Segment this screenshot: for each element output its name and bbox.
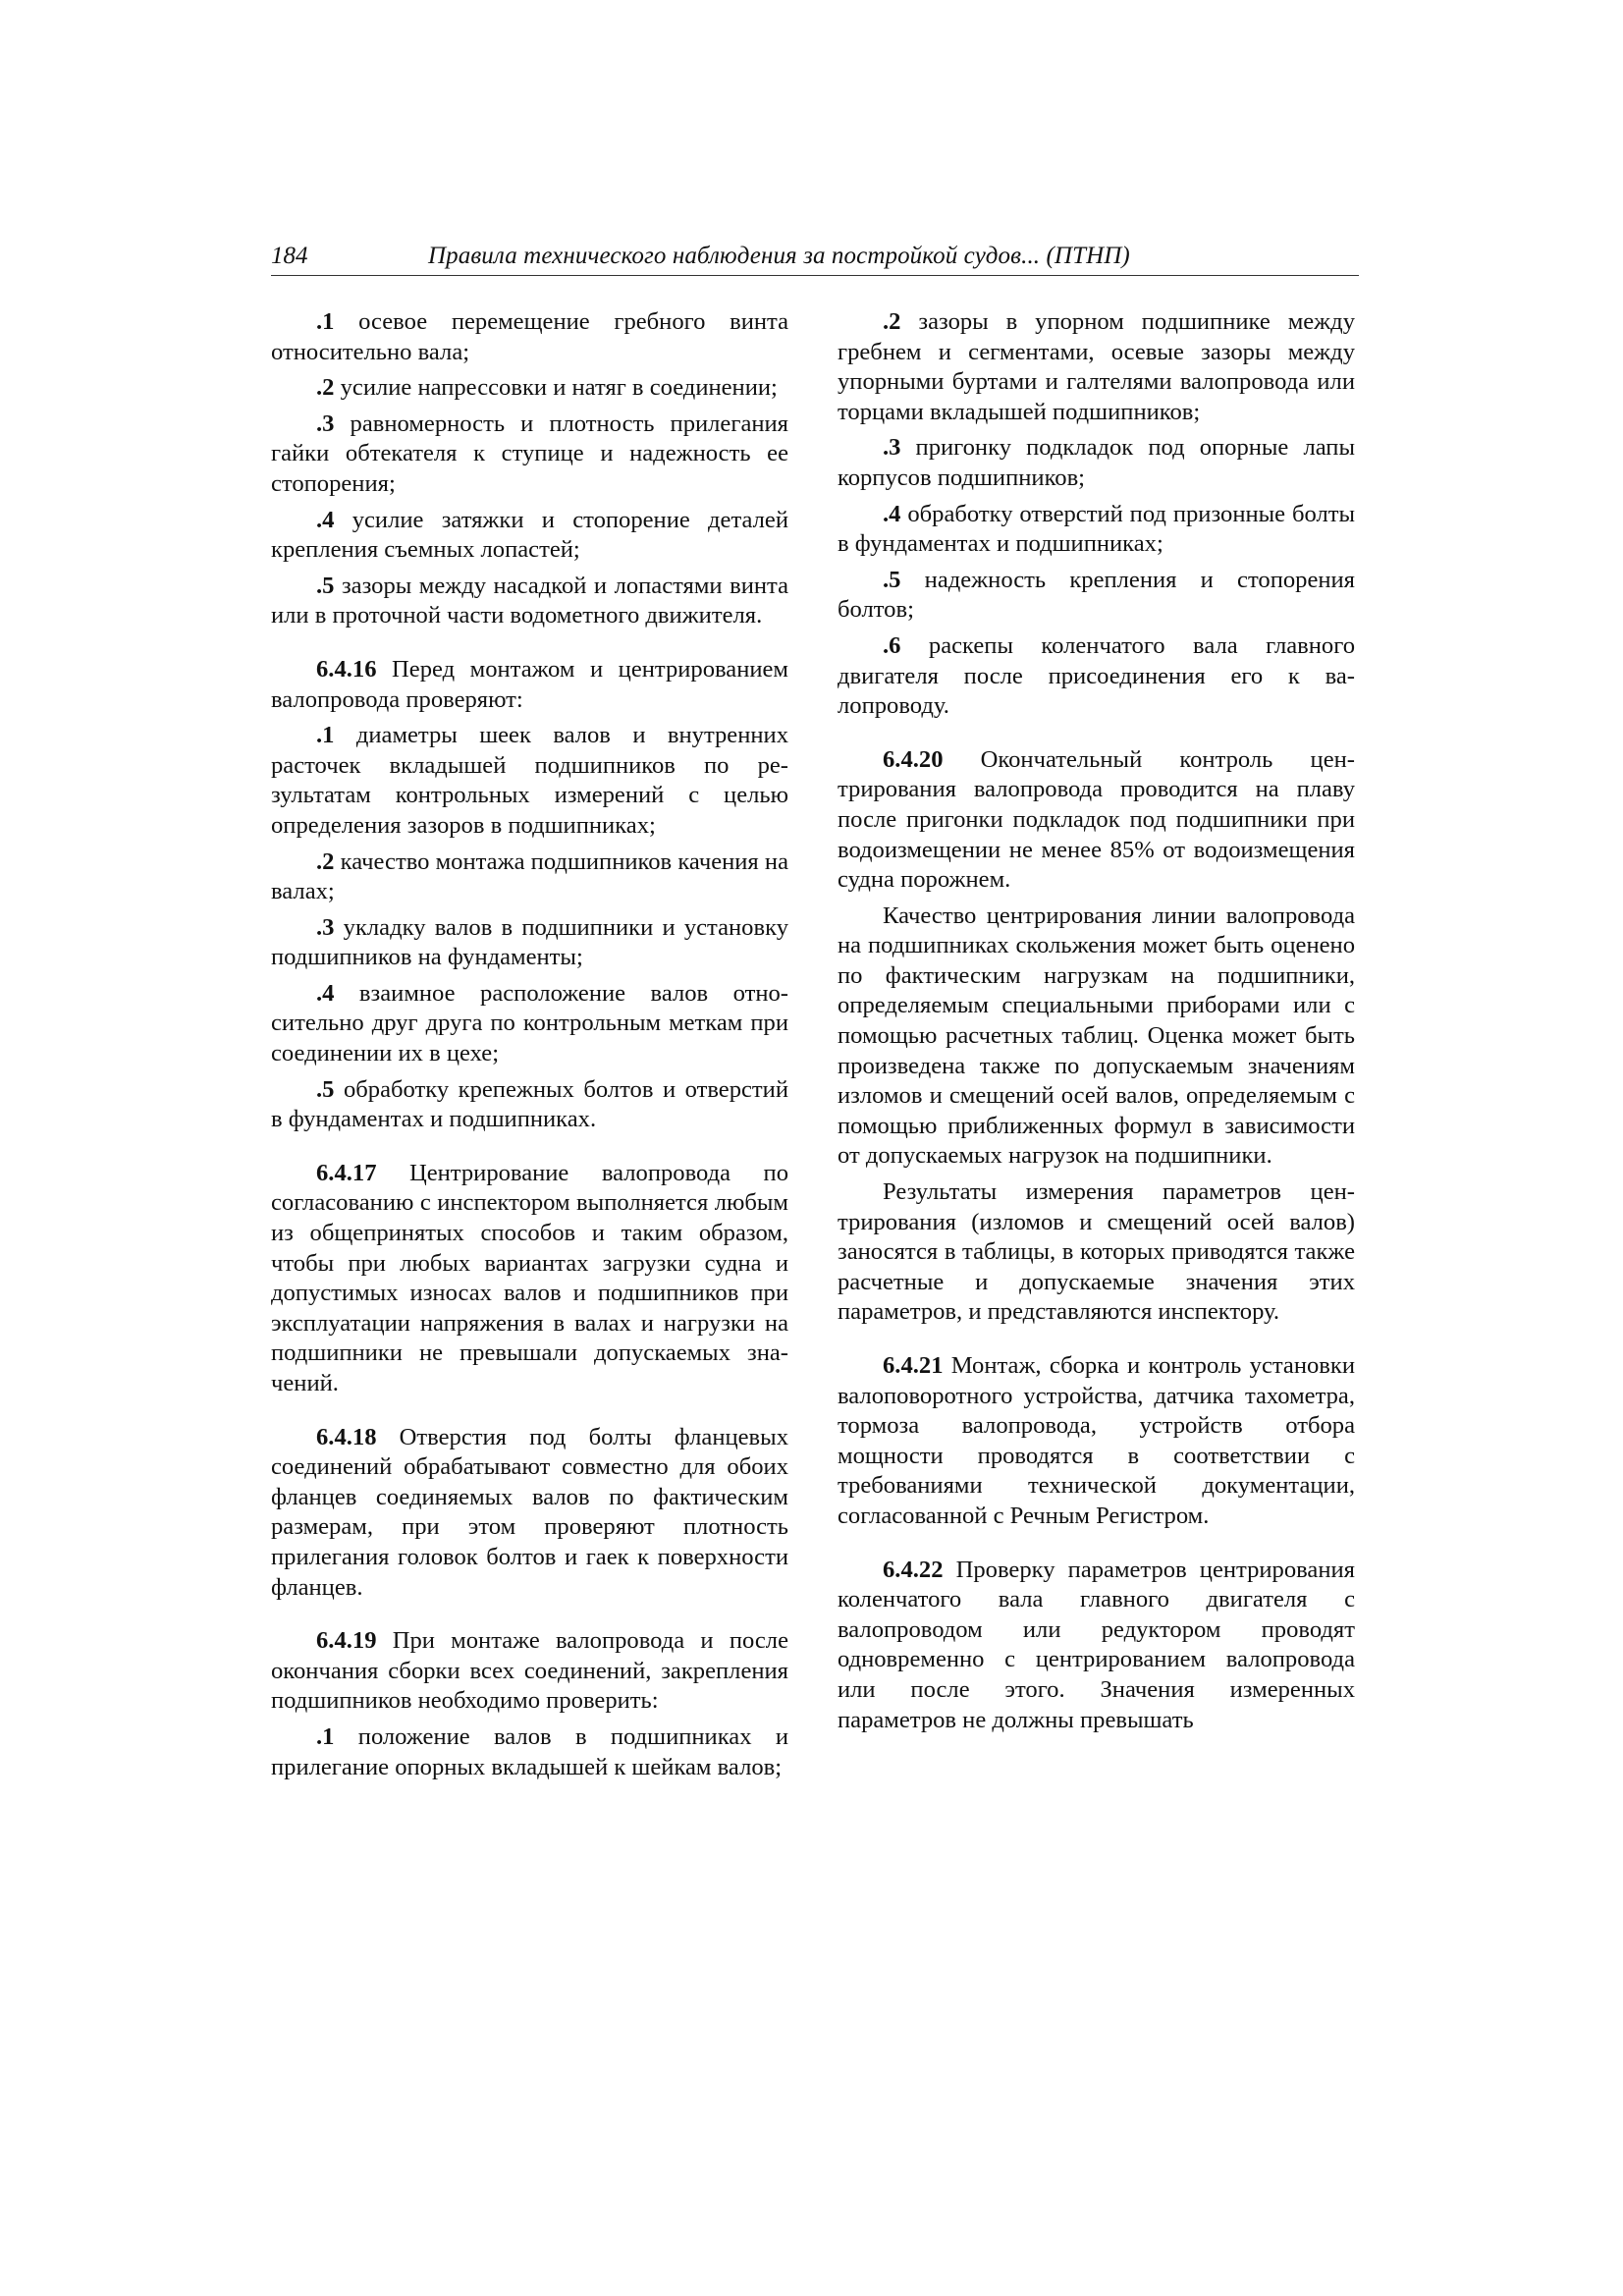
- paragraph-quality: Качество центрирования линии валопровода на подшипниках скольжения может быть оценено по фактическим нагрузкам на подшипники, определяемым специальными приборами или с помощью расчетных таблиц. Оценка может быть произведена также по допускаемым значениям изломов и смещений осей валов, определяемым с помощью приближенных формул в зависимости от допускаемых нагрузок на подшипники.: [838, 902, 1355, 1170]
- list-item: .4 усилие затяжки и стопорение деталей крепления съемных лопастей;: [271, 506, 788, 564]
- paragraph-results: Результаты измерения параметров центрирования (изломов и смещений осей валов) заносятся в таблицы, в которых приводятся также расчетные и допускаемые значения этих параметров, и представляются инспектору.: [838, 1178, 1355, 1326]
- section-6-4-18: 6.4.18 Отверстия под болты фланцевых соединений обрабатывают совместно для обоих фланцев соединяемых валов по фактическим размерам, при этом проверяют плотность прилегания головок болтов и гаек к поверхности фланцев.: [271, 1423, 788, 1601]
- list-item: .6 раскепы коленчатого вала главного двигателя после присоединения его к валопроводу.: [838, 631, 1355, 720]
- list-item: .2 зазоры в упорном подшипнике между гребнем и сегментами, осевые зазоры между упорными буртами и галтелями валопровода или торцами вкладышей подшипников;: [838, 308, 1355, 425]
- right-column: [838, 307, 1355, 1735]
- section-6-4-21: 6.4.21 Монтаж, сборка и контроль установки валоповоротного устройства, датчика тахометра, тормоза валопровода, устройств отбора мощности проводятся в соответствии с требованиями технической документации, согласованной с Речным Регистром.: [838, 1352, 1355, 1529]
- running-title: Правила технического наблюдения за постройкой судов... (ПТНП): [428, 243, 1130, 269]
- list-item: .3 пригонку подкладок под опорные лапы корпусов подшипников;: [838, 434, 1355, 491]
- section-6-4-22: 6.4.22 Проверку параметров центрирования коленчатого вала главного двигателя с валопроводом или редуктором проводят одновременно с центрированием валопровода или после этого. Значения измеренных параметров не должны превышать: [838, 1556, 1355, 1733]
- section-6-4-16: 6.4.16 Перед монтажом и центрированием валопровода проверяют:: [271, 655, 788, 713]
- list-item: .1 диаметры шеек валов и внутренних расточек вкладышей подшипников по результатам контрольных измерений с целью определения зазоров в подшипниках;: [271, 722, 788, 839]
- list-item: .5 обработку крепежных болтов и отверстий в фундаментах и подшипниках.: [271, 1075, 788, 1133]
- list-item: .3 укладку валов в подшипники и установку подшипников на фундаменты;: [271, 913, 788, 971]
- list-item: .5 надежность крепления и стопорения болтов;: [838, 566, 1355, 624]
- section-6-4-20: 6.4.20 Окончательный контроль центрирования валопровода проводится на плаву после пригонки подкладок под подшипники при водоизмещении не менее 85% от водоизмещения судна порожнем.: [838, 745, 1355, 894]
- section-6-4-17: 6.4.17 Центрирование валопровода по согласованию с инспектором выполняется любым из общепринятых способов и таким образом, чтобы при любых вариантах загрузки судна и допустимых износах валов и подшипников при эксплуатации напряжения в валах и нагрузки на подшипники не превышали допускаемых значений.: [271, 1159, 788, 1396]
- list-item: .1 осевое перемещение гребного винта относительно вала;: [271, 308, 788, 365]
- running-header: [271, 240, 1359, 276]
- list-item: .2 усилие напрессовки и натяг в соединении;: [316, 374, 778, 402]
- list-item: .1 положение валов в подшипниках и прилегание опорных вкладышей к шейкам валов;: [271, 1722, 788, 1780]
- list-item: .4 взаимное расположение валов относительно друг друга по контрольным меткам при соединении их в цехе;: [271, 979, 788, 1067]
- left-column: [271, 307, 788, 1782]
- page-number: 184: [271, 243, 308, 269]
- list-item: .4 обработку отверстий под призонные болты в фундаментах и подшипниках;: [838, 500, 1355, 558]
- list-item: .2 качество монтажа подшипников качения на валах;: [271, 847, 788, 905]
- section-6-4-19: 6.4.19 При монтаже валопровода и после окончания сборки всех соединений, закрепления подшипников необходимо проверить:: [271, 1627, 788, 1715]
- list-item: .3 равномерность и плотность прилегания гайки обтекателя к ступице и надежность ее стопорения;: [271, 410, 788, 497]
- list-item: .5 зазоры между насадкой и лопастями винта или в проточной части водометного движителя.: [271, 572, 788, 629]
